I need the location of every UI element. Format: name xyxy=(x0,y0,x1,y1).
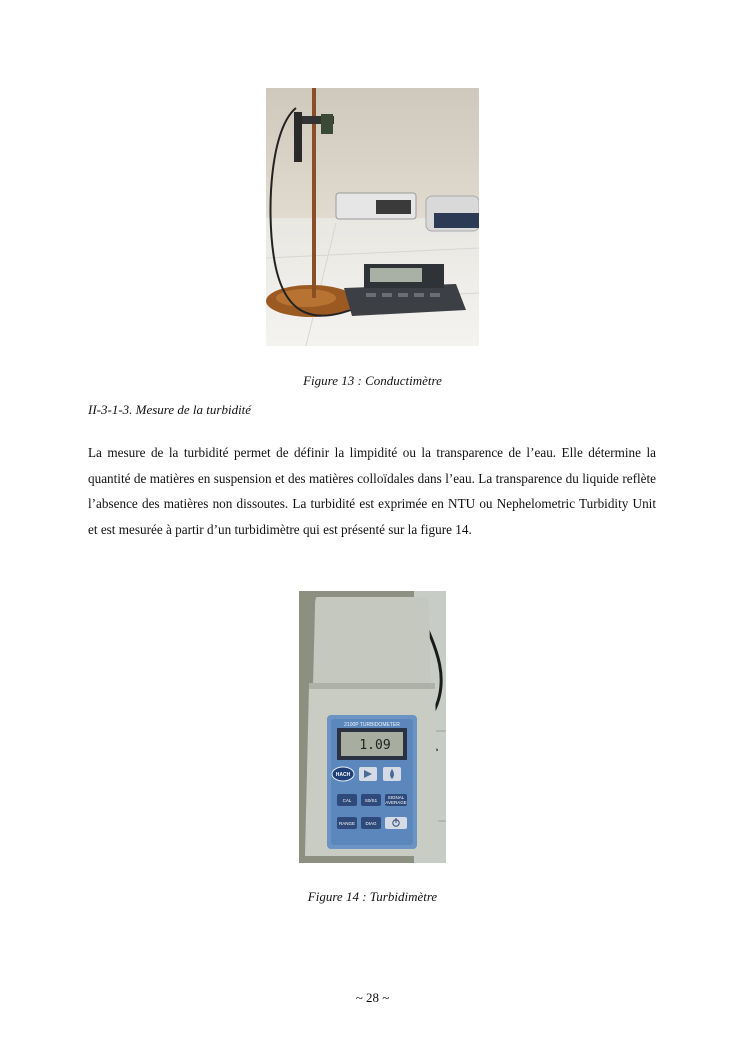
svg-text:CAL: CAL xyxy=(342,798,352,803)
svg-text:AVERAGE: AVERAGE xyxy=(385,800,407,805)
figure-14-photo xyxy=(299,591,446,863)
svg-text:RANGE: RANGE xyxy=(338,821,356,826)
figure-13-caption: Figure 13 : Conductimètre xyxy=(303,373,442,388)
section-heading: II-3-1-3. Mesure de la turbidité xyxy=(88,402,252,417)
page-number: ~ 28 ~ xyxy=(355,990,390,1005)
section-paragraph: La mesure de la turbidité permet de définir la limpidité ou la transparence de l’eau. Elle détermine la quantité de matières en suspension et des matières colloïdales dans l’eau. La transparence du liquide reflète l’absence des matières non dissoutes. La turbidité est exprimée en NTU ou Nephelometric Turbidity Unit et est mesurée à partir d’un turbidimètre qui est présenté sur la figure 14. xyxy=(88,445,656,537)
figure-13-photo xyxy=(266,88,479,346)
svg-text:HACH: HACH xyxy=(335,772,351,778)
figure-14-caption: Figure 14 : Turbidimètre xyxy=(307,889,438,904)
svg-text:1.09: 1.09 xyxy=(359,738,391,753)
svg-text:SIGNAL: SIGNAL xyxy=(387,795,405,800)
svg-text:S0/S1: S0/S1 xyxy=(364,798,378,803)
svg-text:2100P TURBIDOMETER: 2100P TURBIDOMETER xyxy=(344,722,400,728)
svg-text:DIAG: DIAG xyxy=(365,821,377,826)
